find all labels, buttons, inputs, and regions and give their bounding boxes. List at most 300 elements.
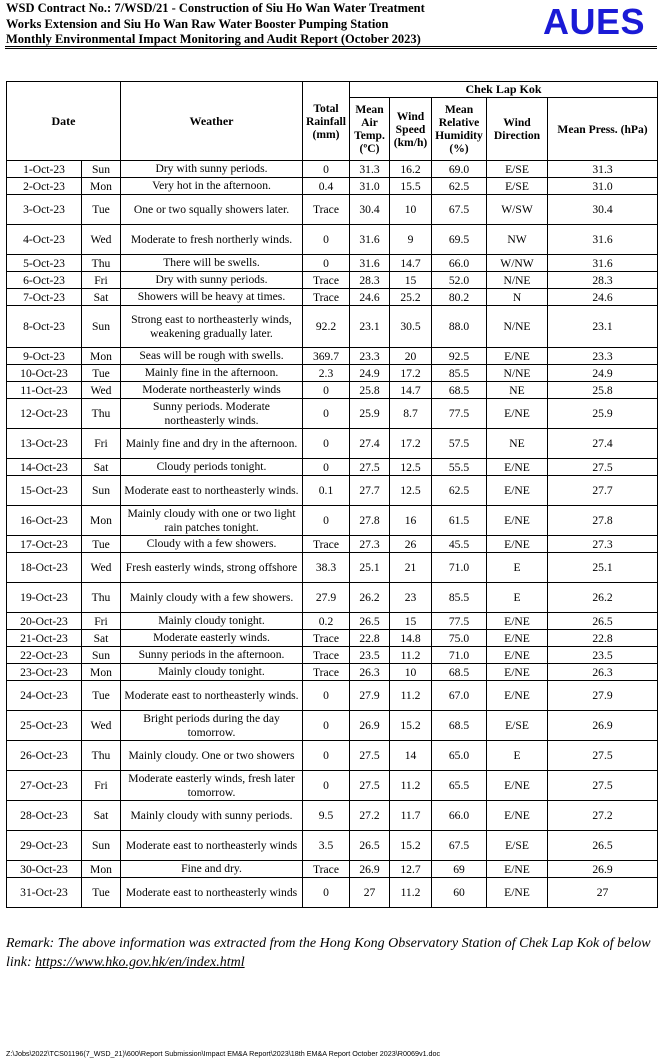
row-rainfall: 0 <box>303 161 350 178</box>
row-pressure: 27 <box>548 878 658 908</box>
row-date: 6-Oct-23 <box>7 272 82 289</box>
row-weather: Mainly cloudy tonight. <box>121 664 303 681</box>
row-date: 17-Oct-23 <box>7 536 82 553</box>
table-body <box>7 161 658 908</box>
row-humidity: 62.5 <box>432 476 487 506</box>
row-day: Tue <box>82 878 121 908</box>
row-date: 3-Oct-23 <box>7 195 82 225</box>
row-day: Wed <box>82 711 121 741</box>
row-weather: Moderate northeasterly winds <box>121 382 303 399</box>
row-date: 13-Oct-23 <box>7 429 82 459</box>
row-weather: Sunny periods in the afternoon. <box>121 647 303 664</box>
row-weather: Cloudy with a few showers. <box>121 536 303 553</box>
table-row <box>7 348 658 365</box>
col-header-temp: Mean Air Temp. (ºC) <box>350 98 390 161</box>
row-wind-direction: E <box>487 583 548 613</box>
table-row <box>7 399 658 429</box>
row-wind-direction: E/NE <box>487 630 548 647</box>
row-weather: Mainly fine and dry in the afternoon. <box>121 429 303 459</box>
row-temp: 26.5 <box>350 613 390 630</box>
station-header: Chek Lap Kok <box>350 82 658 98</box>
row-wind-speed: 15.5 <box>390 178 432 195</box>
row-humidity: 55.5 <box>432 459 487 476</box>
row-humidity: 65.0 <box>432 741 487 771</box>
table-row <box>7 553 658 583</box>
row-day: Mon <box>82 348 121 365</box>
row-date: 2-Oct-23 <box>7 178 82 195</box>
row-wind-speed: 16 <box>390 506 432 536</box>
row-pressure: 27.7 <box>548 476 658 506</box>
row-day: Mon <box>82 506 121 536</box>
row-day: Fri <box>82 272 121 289</box>
row-day: Mon <box>82 664 121 681</box>
row-day: Sun <box>82 476 121 506</box>
row-temp: 25.8 <box>350 382 390 399</box>
row-temp: 27.7 <box>350 476 390 506</box>
row-humidity: 69.0 <box>432 161 487 178</box>
row-pressure: 26.5 <box>548 613 658 630</box>
row-weather: Moderate to fresh northerly winds. <box>121 225 303 255</box>
row-temp: 24.9 <box>350 365 390 382</box>
row-wind-direction: E/NE <box>487 536 548 553</box>
table-row <box>7 647 658 664</box>
row-temp: 23.1 <box>350 306 390 348</box>
row-wind-speed: 23 <box>390 583 432 613</box>
row-temp: 26.9 <box>350 861 390 878</box>
row-wind-speed: 20 <box>390 348 432 365</box>
row-date: 7-Oct-23 <box>7 289 82 306</box>
remark-text: Remark: The above information was extracted from the Hong Kong Observatory Station of Chek Lap Kok of below link: <box>6 936 651 970</box>
row-humidity: 52.0 <box>432 272 487 289</box>
row-wind-direction: E/NE <box>487 506 548 536</box>
row-day: Tue <box>82 681 121 711</box>
col-header-wind-speed: Wind Speed (km/h) <box>390 98 432 161</box>
row-rainfall: 0 <box>303 459 350 476</box>
row-wind-speed: 26 <box>390 536 432 553</box>
row-wind-direction: E/NE <box>487 771 548 801</box>
row-day: Thu <box>82 255 121 272</box>
row-temp: 27.5 <box>350 741 390 771</box>
col-header-wind-direction: Wind Direction <box>487 98 548 161</box>
row-date: 9-Oct-23 <box>7 348 82 365</box>
row-pressure: 24.9 <box>548 365 658 382</box>
table-row <box>7 861 658 878</box>
row-wind-direction: E <box>487 741 548 771</box>
row-weather: Dry with sunny periods. <box>121 272 303 289</box>
row-day: Sat <box>82 801 121 831</box>
row-weather: Showers will be heavy at times. <box>121 289 303 306</box>
row-rainfall: 0 <box>303 711 350 741</box>
row-wind-speed: 14.7 <box>390 382 432 399</box>
hko-link[interactable]: https://www.hko.gov.hk/en/index.html <box>35 955 245 970</box>
row-wind-speed: 12.5 <box>390 476 432 506</box>
row-date: 26-Oct-23 <box>7 741 82 771</box>
row-date: 31-Oct-23 <box>7 878 82 908</box>
row-weather: Moderate east to northeasterly winds <box>121 831 303 861</box>
table-row <box>7 801 658 831</box>
row-rainfall: Trace <box>303 647 350 664</box>
row-humidity: 69 <box>432 861 487 878</box>
row-temp: 23.3 <box>350 348 390 365</box>
table-row <box>7 306 658 348</box>
row-humidity: 75.0 <box>432 630 487 647</box>
row-weather: Moderate east to northeasterly winds. <box>121 681 303 711</box>
row-pressure: 25.8 <box>548 382 658 399</box>
table-row <box>7 429 658 459</box>
row-rainfall: 92.2 <box>303 306 350 348</box>
row-weather: Mainly cloudy with one or two light rain patches tonight. <box>121 506 303 536</box>
row-temp: 26.3 <box>350 664 390 681</box>
row-date: 28-Oct-23 <box>7 801 82 831</box>
row-date: 4-Oct-23 <box>7 225 82 255</box>
row-wind-direction: E <box>487 553 548 583</box>
row-rainfall: Trace <box>303 630 350 647</box>
row-rainfall: Trace <box>303 289 350 306</box>
row-humidity: 60 <box>432 878 487 908</box>
row-weather: Mainly cloudy tonight. <box>121 613 303 630</box>
table-row <box>7 459 658 476</box>
table-row <box>7 741 658 771</box>
row-wind-speed: 10 <box>390 664 432 681</box>
row-wind-direction: NE <box>487 429 548 459</box>
row-temp: 27.9 <box>350 681 390 711</box>
table-row <box>7 476 658 506</box>
row-temp: 24.6 <box>350 289 390 306</box>
row-wind-speed: 15.2 <box>390 831 432 861</box>
table-row <box>7 289 658 306</box>
row-weather: Mainly cloudy. One or two showers <box>121 741 303 771</box>
row-pressure: 27.4 <box>548 429 658 459</box>
row-pressure: 31.0 <box>548 178 658 195</box>
table-row <box>7 878 658 908</box>
row-pressure: 23.3 <box>548 348 658 365</box>
col-header-pressure: Mean Press. (hPa) <box>548 98 658 161</box>
row-pressure: 26.2 <box>548 583 658 613</box>
row-wind-speed: 17.2 <box>390 365 432 382</box>
row-wind-direction: NW <box>487 225 548 255</box>
row-rainfall: Trace <box>303 861 350 878</box>
row-date: 1-Oct-23 <box>7 161 82 178</box>
row-pressure: 27.2 <box>548 801 658 831</box>
row-temp: 31.0 <box>350 178 390 195</box>
row-wind-speed: 11.2 <box>390 681 432 711</box>
row-weather: Moderate easterly winds. <box>121 630 303 647</box>
row-day: Fri <box>82 771 121 801</box>
row-wind-direction: E/NE <box>487 647 548 664</box>
row-wind-direction: E/NE <box>487 878 548 908</box>
row-wind-speed: 15 <box>390 613 432 630</box>
table-row <box>7 681 658 711</box>
row-humidity: 68.5 <box>432 382 487 399</box>
row-rainfall: 0 <box>303 506 350 536</box>
row-wind-speed: 8.7 <box>390 399 432 429</box>
row-weather: Mainly fine in the afternoon. <box>121 365 303 382</box>
row-wind-speed: 12.7 <box>390 861 432 878</box>
row-pressure: 30.4 <box>548 195 658 225</box>
row-temp: 27.2 <box>350 801 390 831</box>
row-wind-speed: 12.5 <box>390 459 432 476</box>
row-temp: 31.3 <box>350 161 390 178</box>
row-date: 18-Oct-23 <box>7 553 82 583</box>
row-rainfall: 38.3 <box>303 553 350 583</box>
row-temp: 26.9 <box>350 711 390 741</box>
row-humidity: 68.5 <box>432 664 487 681</box>
row-weather: Bright periods during the day tomorrow. <box>121 711 303 741</box>
row-rainfall: 0 <box>303 429 350 459</box>
table-row <box>7 613 658 630</box>
row-date: 24-Oct-23 <box>7 681 82 711</box>
col-header-weather: Weather <box>121 82 303 161</box>
row-weather: Seas will be rough with swells. <box>121 348 303 365</box>
report-header <box>6 1 526 48</box>
row-humidity: 85.5 <box>432 583 487 613</box>
col-header-humidity: Mean Relative Humidity (%) <box>432 98 487 161</box>
row-date: 29-Oct-23 <box>7 831 82 861</box>
row-date: 11-Oct-23 <box>7 382 82 399</box>
row-date: 23-Oct-23 <box>7 664 82 681</box>
row-rainfall: 0 <box>303 771 350 801</box>
row-pressure: 24.6 <box>548 289 658 306</box>
table-row <box>7 831 658 861</box>
row-day: Tue <box>82 195 121 225</box>
row-day: Sun <box>82 306 121 348</box>
row-rainfall: 0 <box>303 382 350 399</box>
row-temp: 30.4 <box>350 195 390 225</box>
row-date: 10-Oct-23 <box>7 365 82 382</box>
header-rule-bottom <box>5 48 657 49</box>
header-line-3: Monthly Environmental Impact Monitoring and Audit Report (October 2023) <box>6 32 421 46</box>
row-temp: 31.6 <box>350 225 390 255</box>
row-rainfall: 0 <box>303 681 350 711</box>
row-date: 15-Oct-23 <box>7 476 82 506</box>
row-temp: 22.8 <box>350 630 390 647</box>
row-weather: Moderate east to northeasterly winds <box>121 878 303 908</box>
row-day: Thu <box>82 741 121 771</box>
row-humidity: 80.2 <box>432 289 487 306</box>
row-day: Sun <box>82 161 121 178</box>
table-row <box>7 195 658 225</box>
table-row <box>7 711 658 741</box>
row-temp: 23.5 <box>350 647 390 664</box>
row-wind-direction: N <box>487 289 548 306</box>
table-row <box>7 664 658 681</box>
row-day: Thu <box>82 399 121 429</box>
row-pressure: 31.6 <box>548 225 658 255</box>
row-humidity: 88.0 <box>432 306 487 348</box>
row-weather: Moderate easterly winds, fresh later tomorrow. <box>121 771 303 801</box>
row-rainfall: 9.5 <box>303 801 350 831</box>
table-row <box>7 365 658 382</box>
row-rainfall: 3.5 <box>303 831 350 861</box>
row-pressure: 26.3 <box>548 664 658 681</box>
table-row <box>7 630 658 647</box>
row-humidity: 66.0 <box>432 255 487 272</box>
row-weather: Fine and dry. <box>121 861 303 878</box>
row-wind-direction: NE <box>487 382 548 399</box>
row-pressure: 23.1 <box>548 306 658 348</box>
row-wind-direction: E/SE <box>487 831 548 861</box>
row-wind-direction: E/NE <box>487 459 548 476</box>
row-wind-speed: 14 <box>390 741 432 771</box>
row-humidity: 62.5 <box>432 178 487 195</box>
row-wind-direction: E/SE <box>487 161 548 178</box>
row-rainfall: 0 <box>303 399 350 429</box>
row-wind-speed: 14.8 <box>390 630 432 647</box>
row-humidity: 71.0 <box>432 553 487 583</box>
row-rainfall: 0.4 <box>303 178 350 195</box>
row-date: 16-Oct-23 <box>7 506 82 536</box>
row-humidity: 65.5 <box>432 771 487 801</box>
row-date: 5-Oct-23 <box>7 255 82 272</box>
row-day: Sun <box>82 831 121 861</box>
row-day: Sun <box>82 647 121 664</box>
col-header-rainfall: Total Rainfall (mm) <box>303 82 350 161</box>
row-pressure: 27.5 <box>548 741 658 771</box>
row-day: Fri <box>82 613 121 630</box>
row-weather: Sunny periods. Moderate northeasterly winds. <box>121 399 303 429</box>
row-temp: 27.4 <box>350 429 390 459</box>
row-date: 22-Oct-23 <box>7 647 82 664</box>
row-wind-speed: 16.2 <box>390 161 432 178</box>
row-wind-speed: 25.2 <box>390 289 432 306</box>
row-rainfall: 0 <box>303 255 350 272</box>
row-wind-speed: 14.7 <box>390 255 432 272</box>
row-weather: Very hot in the afternoon. <box>121 178 303 195</box>
row-weather: Fresh easterly winds, strong offshore <box>121 553 303 583</box>
row-humidity: 68.5 <box>432 711 487 741</box>
row-date: 21-Oct-23 <box>7 630 82 647</box>
row-day: Fri <box>82 429 121 459</box>
row-weather: One or two squally showers later. <box>121 195 303 225</box>
table-row <box>7 178 658 195</box>
row-wind-speed: 10 <box>390 195 432 225</box>
row-pressure: 27.8 <box>548 506 658 536</box>
row-weather: Moderate east to northeasterly winds. <box>121 476 303 506</box>
row-rainfall: Trace <box>303 664 350 681</box>
header-line-1: WSD Contract No.: 7/WSD/21 - Construction of Siu Ho Wan Water Treatment <box>6 1 425 15</box>
row-pressure: 25.9 <box>548 399 658 429</box>
row-wind-direction: E/NE <box>487 348 548 365</box>
row-humidity: 71.0 <box>432 647 487 664</box>
row-day: Thu <box>82 583 121 613</box>
row-temp: 27.3 <box>350 536 390 553</box>
row-humidity: 66.0 <box>432 801 487 831</box>
row-wind-speed: 15.2 <box>390 711 432 741</box>
row-temp: 26.5 <box>350 831 390 861</box>
row-humidity: 67.5 <box>432 831 487 861</box>
row-day: Mon <box>82 861 121 878</box>
header-line-2: Works Extension and Siu Ho Wan Raw Water Booster Pumping Station <box>6 16 389 31</box>
row-pressure: 27.5 <box>548 459 658 476</box>
row-rainfall: 27.9 <box>303 583 350 613</box>
row-pressure: 26.9 <box>548 861 658 878</box>
row-day: Tue <box>82 536 121 553</box>
row-wind-direction: W/NW <box>487 255 548 272</box>
row-wind-speed: 17.2 <box>390 429 432 459</box>
row-rainfall: 0.2 <box>303 613 350 630</box>
row-pressure: 27.9 <box>548 681 658 711</box>
row-wind-direction: E/SE <box>487 711 548 741</box>
row-pressure: 26.9 <box>548 711 658 741</box>
row-pressure: 27.3 <box>548 536 658 553</box>
aues-logo: AUES <box>543 1 646 42</box>
table-row <box>7 583 658 613</box>
row-wind-speed: 11.2 <box>390 878 432 908</box>
table-row <box>7 506 658 536</box>
row-pressure: 31.3 <box>548 161 658 178</box>
row-humidity: 67.5 <box>432 195 487 225</box>
file-path-footer: Z:\Jobs\2022\TCS01196(7_WSD_21)\600\Report Submission\Impact EM&A Report\2023\18th EM&A Report October 2023\R0069v1.doc <box>6 1049 441 1058</box>
row-pressure: 28.3 <box>548 272 658 289</box>
row-wind-direction: N/NE <box>487 306 548 348</box>
row-date: 20-Oct-23 <box>7 613 82 630</box>
row-rainfall: 2.3 <box>303 365 350 382</box>
row-temp: 27.5 <box>350 459 390 476</box>
row-rainfall: 0 <box>303 878 350 908</box>
row-weather: There will be swells. <box>121 255 303 272</box>
row-wind-direction: E/SE <box>487 178 548 195</box>
row-date: 19-Oct-23 <box>7 583 82 613</box>
row-date: 30-Oct-23 <box>7 861 82 878</box>
row-humidity: 67.0 <box>432 681 487 711</box>
row-date: 27-Oct-23 <box>7 771 82 801</box>
row-day: Wed <box>82 553 121 583</box>
col-header-date: Date <box>7 82 121 161</box>
row-weather: Strong east to northeasterly winds, weakening gradually later. <box>121 306 303 348</box>
table-row <box>7 225 658 255</box>
row-wind-speed: 15 <box>390 272 432 289</box>
row-wind-speed: 11.2 <box>390 771 432 801</box>
row-humidity: 57.5 <box>432 429 487 459</box>
row-pressure: 27.5 <box>548 771 658 801</box>
row-date: 12-Oct-23 <box>7 399 82 429</box>
row-wind-direction: E/NE <box>487 613 548 630</box>
row-humidity: 77.5 <box>432 613 487 630</box>
row-rainfall: 0 <box>303 225 350 255</box>
row-temp: 31.6 <box>350 255 390 272</box>
table-row <box>7 272 658 289</box>
row-temp: 25.1 <box>350 553 390 583</box>
row-wind-speed: 30.5 <box>390 306 432 348</box>
row-wind-direction: E/NE <box>487 861 548 878</box>
row-wind-direction: E/NE <box>487 664 548 681</box>
row-pressure: 22.8 <box>548 630 658 647</box>
row-wind-speed: 11.2 <box>390 647 432 664</box>
row-temp: 25.9 <box>350 399 390 429</box>
table-row <box>7 382 658 399</box>
row-wind-direction: N/NE <box>487 365 548 382</box>
row-humidity: 77.5 <box>432 399 487 429</box>
row-pressure: 31.6 <box>548 255 658 272</box>
row-temp: 27.5 <box>350 771 390 801</box>
row-humidity: 92.5 <box>432 348 487 365</box>
row-pressure: 26.5 <box>548 831 658 861</box>
row-pressure: 23.5 <box>548 647 658 664</box>
row-weather: Mainly cloudy with sunny periods. <box>121 801 303 831</box>
table-row <box>7 255 658 272</box>
table-row <box>7 536 658 553</box>
weather-table <box>6 81 658 908</box>
row-day: Wed <box>82 382 121 399</box>
row-wind-direction: E/NE <box>487 801 548 831</box>
row-weather: Dry with sunny periods. <box>121 161 303 178</box>
row-day: Wed <box>82 225 121 255</box>
table-row <box>7 771 658 801</box>
row-rainfall: Trace <box>303 195 350 225</box>
row-temp: 26.2 <box>350 583 390 613</box>
row-rainfall: Trace <box>303 272 350 289</box>
row-wind-direction: E/NE <box>487 681 548 711</box>
